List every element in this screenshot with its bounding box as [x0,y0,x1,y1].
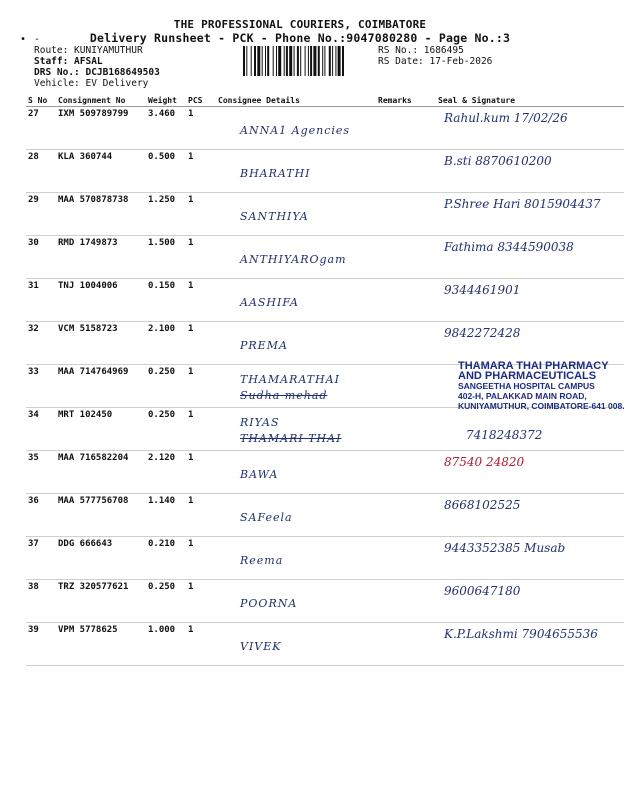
row-pcs: 1 [186,494,216,537]
row-sno: 30 [26,236,56,279]
table-row [26,580,624,623]
barcode-bar [278,46,281,76]
rs-date-label: RS Date: 17-Feb-2026 [378,56,493,67]
row-signature [436,580,624,623]
row-weight: 0.150 [146,279,186,322]
stamp-line: KUNIYAMUTHUR, COIMBATORE-641 008. [458,401,625,411]
row-remarks [376,322,436,365]
runsheet-table [26,94,624,666]
consignee-name: ANTHIYAROgam [240,253,347,266]
consignee-name: AASHIFA [240,296,299,309]
row-signature [436,236,624,279]
barcode-bar [313,46,316,76]
barcode-bar [262,46,263,76]
row-consignment: MAA 716582204 [56,451,146,494]
row-consignment: MAA 714764969 [56,365,146,408]
barcode-bar [322,46,323,76]
row-remarks [376,107,436,150]
signature-text: 9600647180 [444,584,521,598]
barcode-bar [246,46,247,76]
row-sno: 36 [26,494,56,537]
consignee-name: SAFeela [240,511,293,524]
document-subtitle: Delivery Runsheet - PCK - Phone No.:9047080280 - Page No.:3 [89,31,511,45]
barcode-bar [243,46,245,76]
barcode-bar [273,46,274,76]
row-sno: 33 [26,365,56,408]
row-consignee [216,150,376,193]
row-consignee [216,408,376,451]
row-remarks [376,494,436,537]
signature-text: 9842272428 [444,326,521,340]
table-row [26,365,624,408]
table-row [26,322,624,365]
table-row [26,408,624,451]
row-sno: 31 [26,279,56,322]
barcode-bar [276,46,277,76]
signature-text: Fathima 8344590038 [444,240,574,254]
row-signature [436,451,624,494]
row-consignment: MRT 102450 [56,408,146,451]
barcode-bar [329,46,331,76]
row-remarks [376,408,436,451]
row-signature [436,623,624,666]
stamp-line: 402-H, PALAKKAD MAIN ROAD, [458,391,587,401]
row-consignee [216,537,376,580]
row-sno: 35 [26,451,56,494]
row-consignee [216,580,376,623]
table-row [26,451,624,494]
barcode-bar [305,46,306,76]
row-sno: 38 [26,580,56,623]
document-title: THE PROFESSIONAL COURIERS, COIMBATORE [173,18,427,31]
row-consignee [216,107,376,150]
barcode-bar [267,46,269,76]
row-consignee [216,236,376,279]
row-remarks [376,451,436,494]
row-consignee [216,322,376,365]
row-weight: 1.500 [146,236,186,279]
barcode-bar [297,46,299,76]
row-consignee [216,279,376,322]
barcode-bar [284,46,285,76]
pharmacy-stamp [458,361,636,411]
col-sno-header: S No [26,94,56,107]
row-consignee [216,365,376,408]
mark-dot: - [34,34,41,45]
row-consignment: KLA 360744 [56,150,146,193]
barcode-bar [257,46,260,76]
table-header-row [26,94,624,107]
barcode-bar [308,46,309,76]
consignee-name: SANTHIYA [240,210,309,223]
table-row [26,236,624,279]
row-consignment: RMD 1749873 [56,236,146,279]
row-sno: 39 [26,623,56,666]
consignee-name: PREMA [240,339,288,352]
staff-label: Staff: AFSAL [34,56,103,67]
row-weight: 0.210 [146,537,186,580]
row-consignment: TRZ 320577621 [56,580,146,623]
col-remarks-header: Remarks [376,94,436,107]
row-pcs: 1 [186,322,216,365]
row-signature [436,193,624,236]
barcode-bar [310,46,312,76]
signature-text: 8668102525 [444,498,521,512]
runsheet-meta-right [378,45,492,67]
row-consignee [216,451,376,494]
row-signature [436,322,624,365]
consignee-struck-name: THAMARI THAI [240,432,342,445]
row-pcs: 1 [186,193,216,236]
consignee-struck-name: Sudha mehad [240,389,328,402]
row-signature [436,150,624,193]
row-consignment: VPM 5778625 [56,623,146,666]
row-remarks [376,623,436,666]
row-pcs: 1 [186,107,216,150]
row-remarks [376,193,436,236]
table-row [26,150,624,193]
row-weight: 3.460 [146,107,186,150]
row-consignment: IXM 509789799 [56,107,146,150]
col-pcs-header: PCS [186,94,216,107]
row-sno: 29 [26,193,56,236]
row-weight: 1.250 [146,193,186,236]
row-consignment: VCM 5158723 [56,322,146,365]
row-pcs: 1 [186,537,216,580]
mark-dot: • [20,34,27,45]
col-signature-header: Seal & Signature [436,94,624,107]
row-weight: 0.250 [146,580,186,623]
stamp-line: THAMARA THAI PHARMACY [458,360,609,372]
route-label: Route: KUNIYAMUTHUR [34,45,143,56]
consignee-name: Reema [240,554,284,567]
stamp-line: AND PHARMACEUTICALS [458,370,597,382]
barcode-bar [342,46,344,76]
row-sno: 28 [26,150,56,193]
row-weight: 0.500 [146,150,186,193]
signature-text: Rahul.kum 17/02/26 [444,111,568,125]
row-signature [436,360,625,411]
consignee-name: BHARATHI [240,167,311,180]
col-consignee-header: Consignee Details [216,94,376,107]
row-signature [436,408,624,451]
barcode-bar [265,46,266,76]
table-row [26,537,624,580]
signature-text: 7418248372 [466,428,543,442]
row-pcs: 1 [186,408,216,451]
consignee-name: POORNA [240,597,298,610]
row-weight: 2.120 [146,451,186,494]
consignee-name: BAWA [240,468,279,481]
row-weight: 0.250 [146,365,186,408]
row-pcs: 1 [186,580,216,623]
row-weight: 2.100 [146,322,186,365]
signature-text: K.P.Lakshmi 7904655536 [444,627,598,641]
row-remarks [376,580,436,623]
row-consignment: MAA 570878738 [56,193,146,236]
row-consignment: TNJ 1004006 [56,279,146,322]
row-weight: 1.000 [146,623,186,666]
row-signature [436,494,624,537]
consignee-name: RIYAS [240,416,280,429]
row-pcs: 1 [186,150,216,193]
barcode-bar [289,46,292,76]
row-sno: 27 [26,107,56,150]
signature-text: 9344461901 [444,283,521,297]
row-pcs: 1 [186,279,216,322]
row-pcs: 1 [186,236,216,279]
row-pcs: 1 [186,451,216,494]
barcode-bar [335,46,336,76]
vehicle-label: Vehicle: EV Delivery [34,78,149,89]
barcode-bar [324,46,325,76]
runsheet-meta-left [34,45,160,89]
row-consignee [216,193,376,236]
row-consignee [216,623,376,666]
barcode-bar [318,46,320,76]
row-remarks [376,150,436,193]
row-sno: 34 [26,408,56,451]
barcode-icon [243,46,373,76]
row-consignee [216,494,376,537]
signature-text: 9443352385 Musab [444,541,566,555]
row-weight: 1.140 [146,494,186,537]
row-pcs: 1 [186,365,216,408]
row-signature [436,107,624,150]
drs-label: DRS No.: DCJB168649503 [34,67,160,78]
table-row [26,107,624,150]
row-remarks [376,279,436,322]
row-remarks [376,537,436,580]
barcode-bar [338,46,341,76]
table-row [26,494,624,537]
rs-no-label: RS No.: 1686495 [378,45,464,56]
barcode-bar [286,46,288,76]
barcode-bar [332,46,333,76]
row-consignment: DDG 666643 [56,537,146,580]
signature-text: 87540 24820 [444,455,525,469]
row-remarks [376,236,436,279]
signature-text: B.sti 8870610200 [444,154,552,168]
row-sno: 37 [26,537,56,580]
barcode-bar [254,46,256,76]
row-remarks [376,365,436,408]
col-consignment-header: Consignment No [56,94,146,107]
consignee-name: VIVEK [240,640,282,653]
table-row [26,193,624,236]
consignee-name: THAMARATHAI [240,373,340,386]
row-pcs: 1 [186,623,216,666]
signature-text: P.Shree Hari 8015904437 [444,197,601,211]
barcode-bar [294,46,295,76]
row-consignment: MAA 577756708 [56,494,146,537]
stamp-line: SANGEETHA HOSPITAL CAMPUS [458,381,595,391]
table-row [26,279,624,322]
row-signature [436,537,624,580]
barcode-bar [300,46,301,76]
row-weight: 0.250 [146,408,186,451]
col-weight-header: Weight [146,94,186,107]
barcode-bar [251,46,252,76]
consignee-name: ANNA1 Agencies [240,124,351,137]
row-signature [436,279,624,322]
row-sno: 32 [26,322,56,365]
table-row [26,623,624,666]
